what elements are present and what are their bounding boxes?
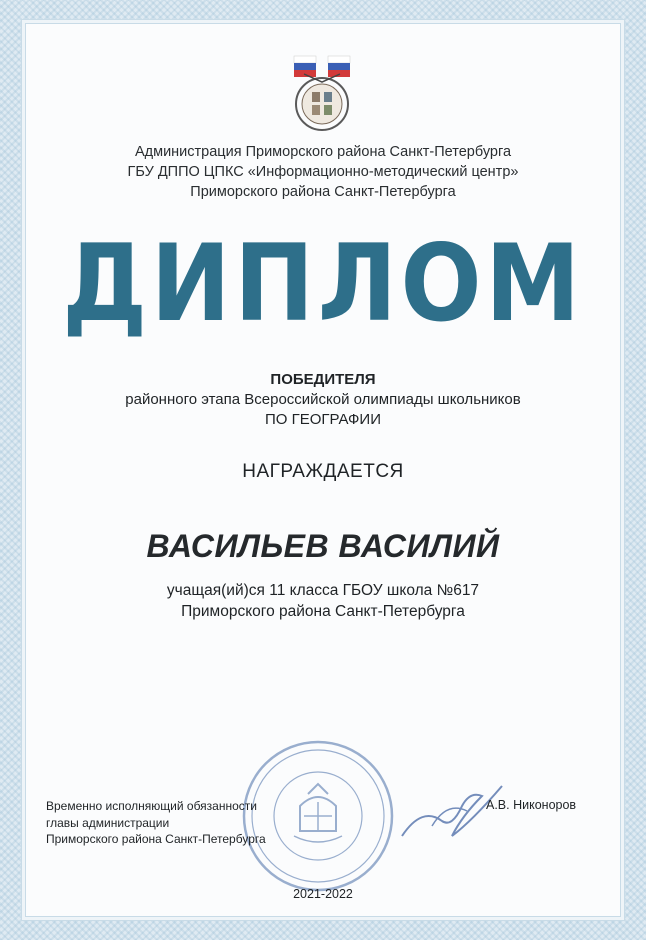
academic-year: 2021-2022: [293, 887, 353, 901]
signatory-position-line-1: Временно исполняющий обязанности: [46, 799, 257, 813]
awarded-label: НАГРАЖДАЕТСЯ: [242, 461, 404, 482]
school-line-1: учащая(ий)ся 11 класса ГБОУ школа №617: [166, 582, 480, 599]
school-line-2: Приморского района Санкт-Петербурга: [181, 603, 465, 620]
winner-block: [26, 370, 620, 430]
signatory-position: [46, 798, 346, 848]
recipient-name: ВАСИЛЬЕВ ВАСИЛИЙ: [146, 528, 500, 564]
organization-line-2: ГБУ ДППО ЦПКС «Информационно-методический центр»: [127, 164, 519, 180]
olympiad-stage: районного этапа Всероссийской олимпиады школьников: [125, 391, 521, 408]
signatory-position-line-2: главы администрации: [46, 815, 170, 830]
organization-line-3: Приморского района Санкт-Петербурга: [190, 184, 456, 200]
diploma-page: [26, 24, 620, 916]
organization-header: [26, 142, 620, 202]
winner-label: ПОБЕДИТЕЛЯ: [270, 371, 376, 388]
diploma-title: ДИПЛОМ: [62, 222, 584, 345]
organization-line-1: Администрация Приморского района Санкт-Петербурга: [134, 144, 512, 160]
signatory-position-line-3: Приморского района Санкт-Петербурга: [46, 832, 266, 846]
olympiad-subject: ПО ГЕОГРАФИИ: [264, 411, 381, 428]
school-info: [26, 580, 620, 622]
olympiad-logo-icon: [284, 52, 360, 144]
signatory-name: А.В. Никоноров: [486, 798, 577, 812]
